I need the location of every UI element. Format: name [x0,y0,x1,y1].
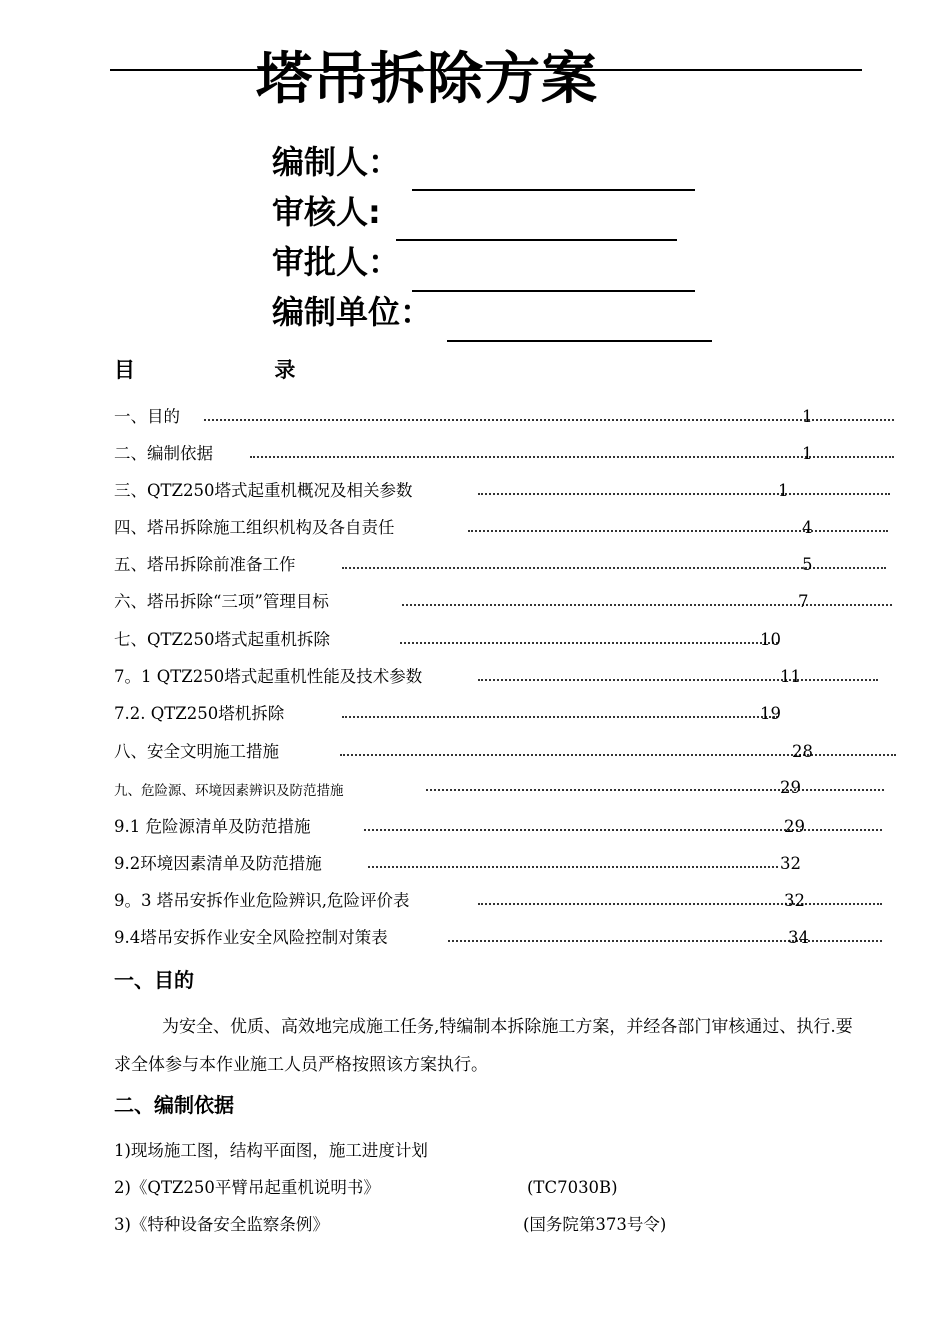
toc-entry-page: 4 [802,518,813,537]
toc-entry[interactable] [114,553,834,577]
toc-entry-page: 1 [802,444,813,463]
toc-heading [114,354,295,384]
toc-entry-text: 9.1 危险源清单及防范措施 [114,817,311,836]
toc-entry-page: 1 [778,481,789,500]
toc-entry-text: 7.2. QTZ250塔机拆除 [114,704,285,723]
toc-entry-page: 10 [760,630,781,649]
toc-leader [448,940,882,942]
toc-entry-text: 九、危险源、环境因素辨识及防范措施 [114,783,344,799]
toc-leader [250,456,894,458]
basis-item-2: 2)《QTZ250平臂吊起重机说明书》 [114,1178,380,1197]
signature-label-author: 编制人： [272,143,401,181]
toc-entry[interactable] [114,740,834,764]
signature-line-author [412,189,695,191]
toc-entry[interactable] [114,405,834,429]
toc-entry-text: 六、塔吊拆除“三项”管理目标 [114,592,329,611]
toc-entry-text: 三、QTZ250塔式起重机概况及相关参数 [114,481,413,500]
toc-leader [478,903,882,905]
toc-heading-right: 录 [274,358,296,382]
toc-entry-text: 一、目的 [114,407,180,426]
basis-item-3-note: (国务院第373号令) [523,1215,667,1234]
basis-item-2-note: (TC7030B) [527,1178,618,1197]
signature-line-approver [412,290,695,292]
purpose-paragraph-text: 为安全、优质、高效地完成施工任务,特编制本拆除施工方案，并经各部门审核通过、执行.要求全体参与本作业施工人员严格按照该方案执行。 [114,1017,853,1075]
toc-entry-page: 29 [780,778,801,797]
toc-entry-page: 19 [760,704,781,723]
toc-entry[interactable] [114,779,834,803]
toc-entry[interactable] [114,926,834,950]
toc-leader [368,866,778,868]
toc-entry-text: 二、编制依据 [114,444,213,463]
toc-entry-text: 四、塔吊拆除施工组织机构及各自责任 [114,518,395,537]
toc-entry[interactable] [114,665,834,689]
toc-entry-text: 9。3 塔吊安拆作业危险辨识,危险评价表 [114,891,410,910]
signature-line-unit [447,340,712,342]
toc-entry-page: 28 [792,742,813,761]
toc-entry-text: 八、安全文明施工措施 [114,742,279,761]
toc-entry[interactable] [114,442,834,466]
toc-leader [342,716,778,718]
toc-entry-page: 11 [780,667,801,686]
document-title: 塔吊拆除方案 [256,47,598,112]
toc-entry[interactable] [114,815,834,839]
toc-entry-page: 7 [798,592,809,611]
purpose-paragraph [114,1008,866,1084]
toc-entry[interactable] [114,516,834,540]
toc-entry[interactable] [114,479,834,503]
toc-leader [426,789,884,791]
toc-entry-text: 五、塔吊拆除前准备工作 [114,555,296,574]
toc-entry[interactable] [114,889,834,913]
toc-heading-left: 目 [114,358,135,382]
toc-entry[interactable] [114,628,834,652]
signature-label-reviewer: 审核人: [272,193,381,231]
toc-entry[interactable] [114,590,834,614]
signature-line-reviewer [396,239,677,241]
toc-entry-text: 七、QTZ250塔式起重机拆除 [114,630,330,649]
toc-entry-page: 34 [788,928,809,947]
toc-leader [400,642,778,644]
toc-entry-text: 9.2环境因素清单及防范措施 [114,854,322,873]
toc-leader [478,679,878,681]
section-heading-purpose: 一、目的 [114,968,194,992]
basis-item-1: 1)现场施工图，结构平面图，施工进度计划 [114,1141,428,1160]
signature-label-approver: 审批人： [272,243,401,281]
toc-entry-page: 32 [784,891,805,910]
toc-leader [402,604,892,606]
section-heading-basis: 二、编制依据 [114,1093,234,1117]
signature-label-unit: 编制单位： [272,293,433,331]
toc-leader [468,530,888,532]
toc-entry-page: 29 [784,817,805,836]
toc-entry-page: 5 [802,555,813,574]
toc-leader [204,419,894,421]
toc-entry-text: 7。1 QTZ250塔式起重机性能及技术参数 [114,667,423,686]
toc-leader [478,493,890,495]
toc-entry-page: 1 [802,407,813,426]
basis-item-3: 3)《特种设备安全监察条例》 [114,1215,329,1234]
toc-entry-page: 32 [780,854,801,873]
toc-entry-text: 9.4塔吊安拆作业安全风险控制对策表 [114,928,388,947]
toc-entry[interactable] [114,702,834,726]
toc-entry[interactable] [114,852,834,876]
